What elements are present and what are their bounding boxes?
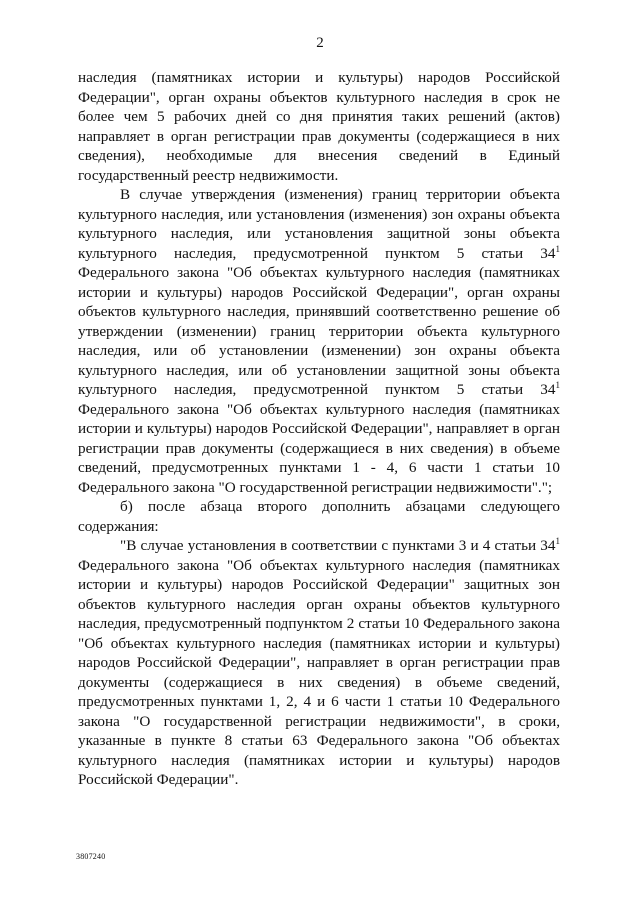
- superscript-article-34-b: 1: [555, 380, 560, 390]
- document-code: 3807240: [76, 852, 106, 861]
- page-number: 2: [316, 35, 324, 51]
- paragraph-amendment-b: [78, 497, 560, 536]
- paragraph-4-part-1: "В случае установления в соответствии с пунктами 3 и 4 статьи 34: [120, 537, 556, 554]
- paragraph-continuation: [78, 68, 560, 185]
- paragraph-protective-zones: [78, 536, 560, 790]
- superscript-article-34-c: 1: [555, 536, 560, 546]
- paragraph-2-part-3: Федерального закона "Об объектах культурного наследия (памятниках истории и культуры) народов Российской Федерации", направляет в орган регистрации прав документы (содержащиеся в них сведения) в объеме сведений, предусмотренных пунктами 1 - 4, 6 части 1 статьи 10 Федерального закона "О государственной регистрации недвижимости".";: [78, 400, 560, 496]
- paragraph-4-part-2: Федерального закона "Об объектах культурного наследия (памятниках истории и культуры) народов Российской Федерации" защитных зон объектов культурного наследия орган охраны объектов культурного наследия, предусмотренный подпунктом 2 статьи 10 Федерального закона "Об объектах культурного наследия (памятниках истории и культуры) народов Российской Федерации", направляет в орган регистрации прав документы (содержащиеся в них сведения) в объеме сведений, предусмотренных пунктами 1, 2, 4 и 6 части 1 статьи 10 Федерального закона "О государственной регистрации недвижимости", в сроки, указанные в пункте 8 статьи 63 Федерального закона "Об объектах культурного наследия (памятниках истории и культуры) народов Российской Федерации".: [78, 556, 560, 788]
- paragraph-boundaries: [78, 185, 560, 497]
- paragraph-1-text: наследия (памятниках истории и культуры) народов Российской Федерации", орган охраны объектов культурного наследия в срок не более чем 5 рабочих дней со дня принятия таких решений (актов) направляет в орган регистрации прав документы (содержащиеся в них сведения), необходимые для внесения сведений в Единый государственный реестр недвижимости.: [78, 69, 560, 184]
- paragraph-2-part-2: Федерального закона "Об объектах культурного наследия (памятниках истории и культуры) народов Российской Федерации", орган охраны объектов культурного наследия, принявший соответственно решение об утверждении (изменении) границ территории объекта культурного наследия, или об установлении (изменении) зон охраны объекта культурного наследия, или об установлении защитной зоны объекта культурного наследия, предусмотренной пунктом 5 статьи 34: [78, 264, 560, 398]
- paragraph-3-text: б) после абзаца второго дополнить абзацами следующего содержания:: [78, 498, 560, 535]
- document-body: [78, 68, 560, 790]
- superscript-article-34-a: 1: [555, 243, 560, 254]
- paragraph-2-part-1: В случае утверждения (изменения) границ территории объекта культурного наследия, или установления (изменения) зон охраны объекта культурного наследия, или установления защитной зоны объекта культурного наследия, предусмотренной пунктом 5 статьи 34: [78, 186, 560, 262]
